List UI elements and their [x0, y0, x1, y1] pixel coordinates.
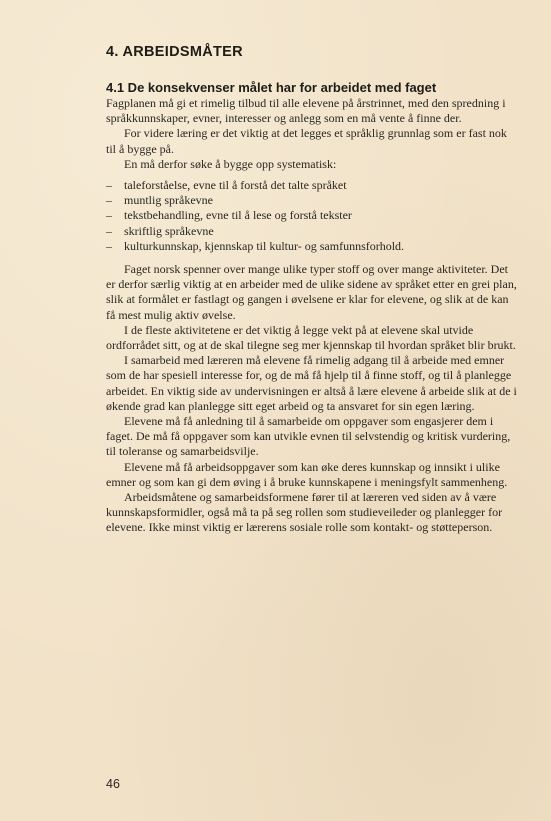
list-dash: – — [106, 193, 112, 208]
list-item — [106, 178, 518, 193]
list-item — [106, 239, 518, 254]
list-dash: – — [106, 238, 112, 253]
paragraph: I samarbeid med læreren må elevene få rimelig adgang til å arbeide med emner som de har spesiell interesse for, og de må få hjelp til å finne stoff, og til å planlegge arbeidet. En viktig side av undervisningen er altså å lære elevene å arbeide slik at de i økende grad kan planlegge sitt eget arbeid og ta ansvaret for sin egen læring. — [106, 353, 517, 413]
paragraph: Elevene må få anledning til å samarbeide om oppgaver som engasjerer dem i faget. De må få oppgaver som kan utvikle evnen til selvstendig og kritisk vurdering, til toleranse og samarbeidsvilje. — [106, 414, 511, 459]
list-item-text: kulturkunnskap, kjennskap til kultur- og samfunnsforhold. — [124, 238, 405, 253]
paragraph: For videre læring er det viktig at det legges et språklig grunnlag som er fast nok til å bygge på. — [106, 126, 507, 156]
chapter-heading: 4. ARBEIDSMÅTER — [106, 44, 243, 60]
list-item — [106, 193, 518, 208]
paragraph: Faget norsk spenner over mange ulike typer stoff og over mange aktiviteter. Det er derfor særlig viktig at en arbeider med de ulike sidene av språket etter en grei plan, slik at formålet er fastlagt og gangen i øvelsene er klar for elevene, og slik at de kan få mest mulig aktiv øvelse. — [106, 262, 517, 322]
section-heading: 4.1 De konsekvenser målet har for arbeidet med faget — [106, 80, 437, 95]
list-dash: – — [106, 223, 112, 238]
page-number: 46 — [106, 777, 120, 791]
list-item — [106, 224, 518, 239]
list-item-text: muntlig språkevne — [124, 193, 213, 208]
list-item-text: taleforståelse, evne til å forstå det talte språket — [124, 178, 347, 193]
paragraph: Arbeidsmåtene og samarbeidsformene fører til at læreren ved siden av å være kunnskapsformidler, også må ta på seg rollen som studieveileder og planlegger for elevene. Ikke minst viktig er lærerens sosiale rolle som kontakt- og støtteperson. — [106, 490, 503, 535]
list-dash: – — [106, 178, 112, 193]
list-item — [106, 208, 518, 223]
list-item-text: tekstbehandling, evne til å lese og forstå tekster — [124, 208, 352, 223]
paragraph: I de fleste aktivitetene er det viktig å legge vekt på at elevene skal utvide ordforrådet sitt, og at de skal tilegne seg mer kjennskap til hvordan språket blir brukt. — [106, 322, 516, 353]
page-content — [106, 44, 518, 536]
skills-list — [106, 178, 518, 254]
list-dash: – — [106, 208, 112, 223]
paragraph: Elevene må få arbeidsoppgaver som kan øke deres kunnskap og innsikt i ulike emner og som kan gi dem øving i å bruke kunnskapene i meningsfylt sammenheng. — [106, 459, 508, 489]
paragraph: Fagplanen må gi et rimelig tilbud til alle elevene på årstrinnet, med den spredning i språkkunnskaper, evner, interesser og anlegg som en må vente å finne der. — [106, 96, 506, 126]
paragraph: En må derfor søke å bygge opp systematisk: — [124, 156, 337, 171]
list-item-text: skriftlig språkevne — [124, 223, 214, 238]
